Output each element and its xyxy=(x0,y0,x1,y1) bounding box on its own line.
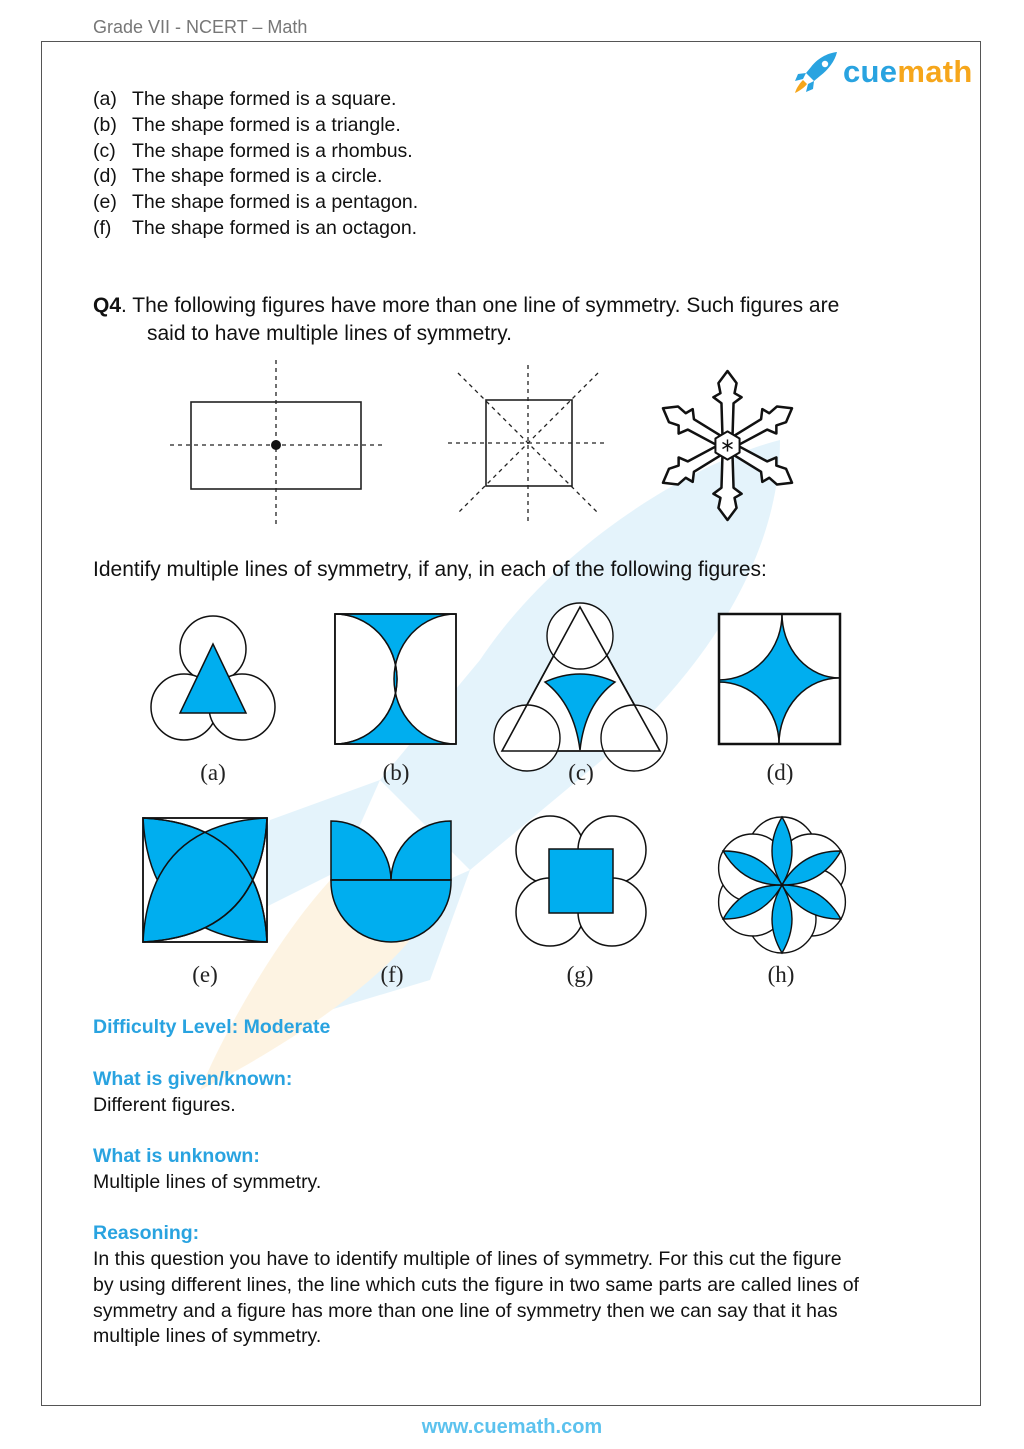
figure-label-h: (h) xyxy=(767,962,795,987)
unknown-heading: What is unknown: xyxy=(93,1145,260,1167)
question-text-line2: said to have multiple lines of symmetry. xyxy=(147,322,512,345)
reasoning-paragraph: In this question you have to identify multiple of lines of symmetry. For this cut the figure by using different lines, the line which cuts the figure in two same parts are called lines of symmetry and a figure has more than one line of symmetry then we can say that it has multiple lines of symmetry. xyxy=(93,1248,859,1348)
question-text-line1: . The following figures have more than one line of symmetry. Such figures are xyxy=(121,294,840,317)
example-square-figure xyxy=(446,365,606,525)
figure-label-c: (c) xyxy=(568,760,594,785)
list-item: (f) The shape formed is an octagon. xyxy=(93,216,418,239)
reasoning-heading: Reasoning: xyxy=(93,1222,200,1244)
figure-h xyxy=(713,818,851,952)
figure-f xyxy=(328,818,456,944)
cuemath-logo xyxy=(793,50,973,94)
figure-g xyxy=(514,814,648,948)
figure-a xyxy=(148,612,278,744)
footer-url[interactable]: www.cuemath.com xyxy=(421,1416,603,1438)
answer-options-list xyxy=(93,87,418,242)
given-heading: What is given/known: xyxy=(93,1068,293,1090)
figure-label-g: (g) xyxy=(566,962,594,987)
question-4 xyxy=(93,292,913,348)
list-item: (c) The shape formed is a rhombus. xyxy=(93,139,413,162)
figure-c xyxy=(500,604,665,754)
unknown-text: Multiple lines of symmetry. xyxy=(93,1171,322,1193)
figure-e xyxy=(141,816,269,944)
figure-label-b: (b) xyxy=(382,760,410,785)
figure-label-d: (d) xyxy=(766,760,794,785)
figure-d xyxy=(717,612,843,746)
figure-label-e: (e) xyxy=(192,962,218,987)
figure-label-a: (a) xyxy=(200,760,226,785)
list-item: (b) The shape formed is a triangle. xyxy=(93,113,401,136)
given-text: Different figures. xyxy=(93,1094,236,1116)
logo-math-text: math xyxy=(897,54,973,89)
list-item: (a) The shape formed is a square. xyxy=(93,88,397,110)
logo-cue-text: cue xyxy=(843,54,898,89)
page-header: Grade VII - NCERT – Math xyxy=(93,17,308,37)
identify-instruction: Identify multiple lines of symmetry, if any, in each of the following figures: xyxy=(93,558,767,581)
difficulty-level: Difficulty Level: Moderate xyxy=(93,1016,331,1038)
figure-b xyxy=(333,612,459,746)
figure-label-f: (f) xyxy=(380,962,404,987)
question-number: Q4 xyxy=(93,294,122,317)
rocket-icon xyxy=(793,50,839,94)
list-item: (e) The shape formed is a pentagon. xyxy=(93,191,419,214)
example-rectangle-figure xyxy=(170,360,385,530)
list-item: (d) The shape formed is a circle. xyxy=(93,165,383,188)
example-snowflake-figure xyxy=(650,368,805,523)
